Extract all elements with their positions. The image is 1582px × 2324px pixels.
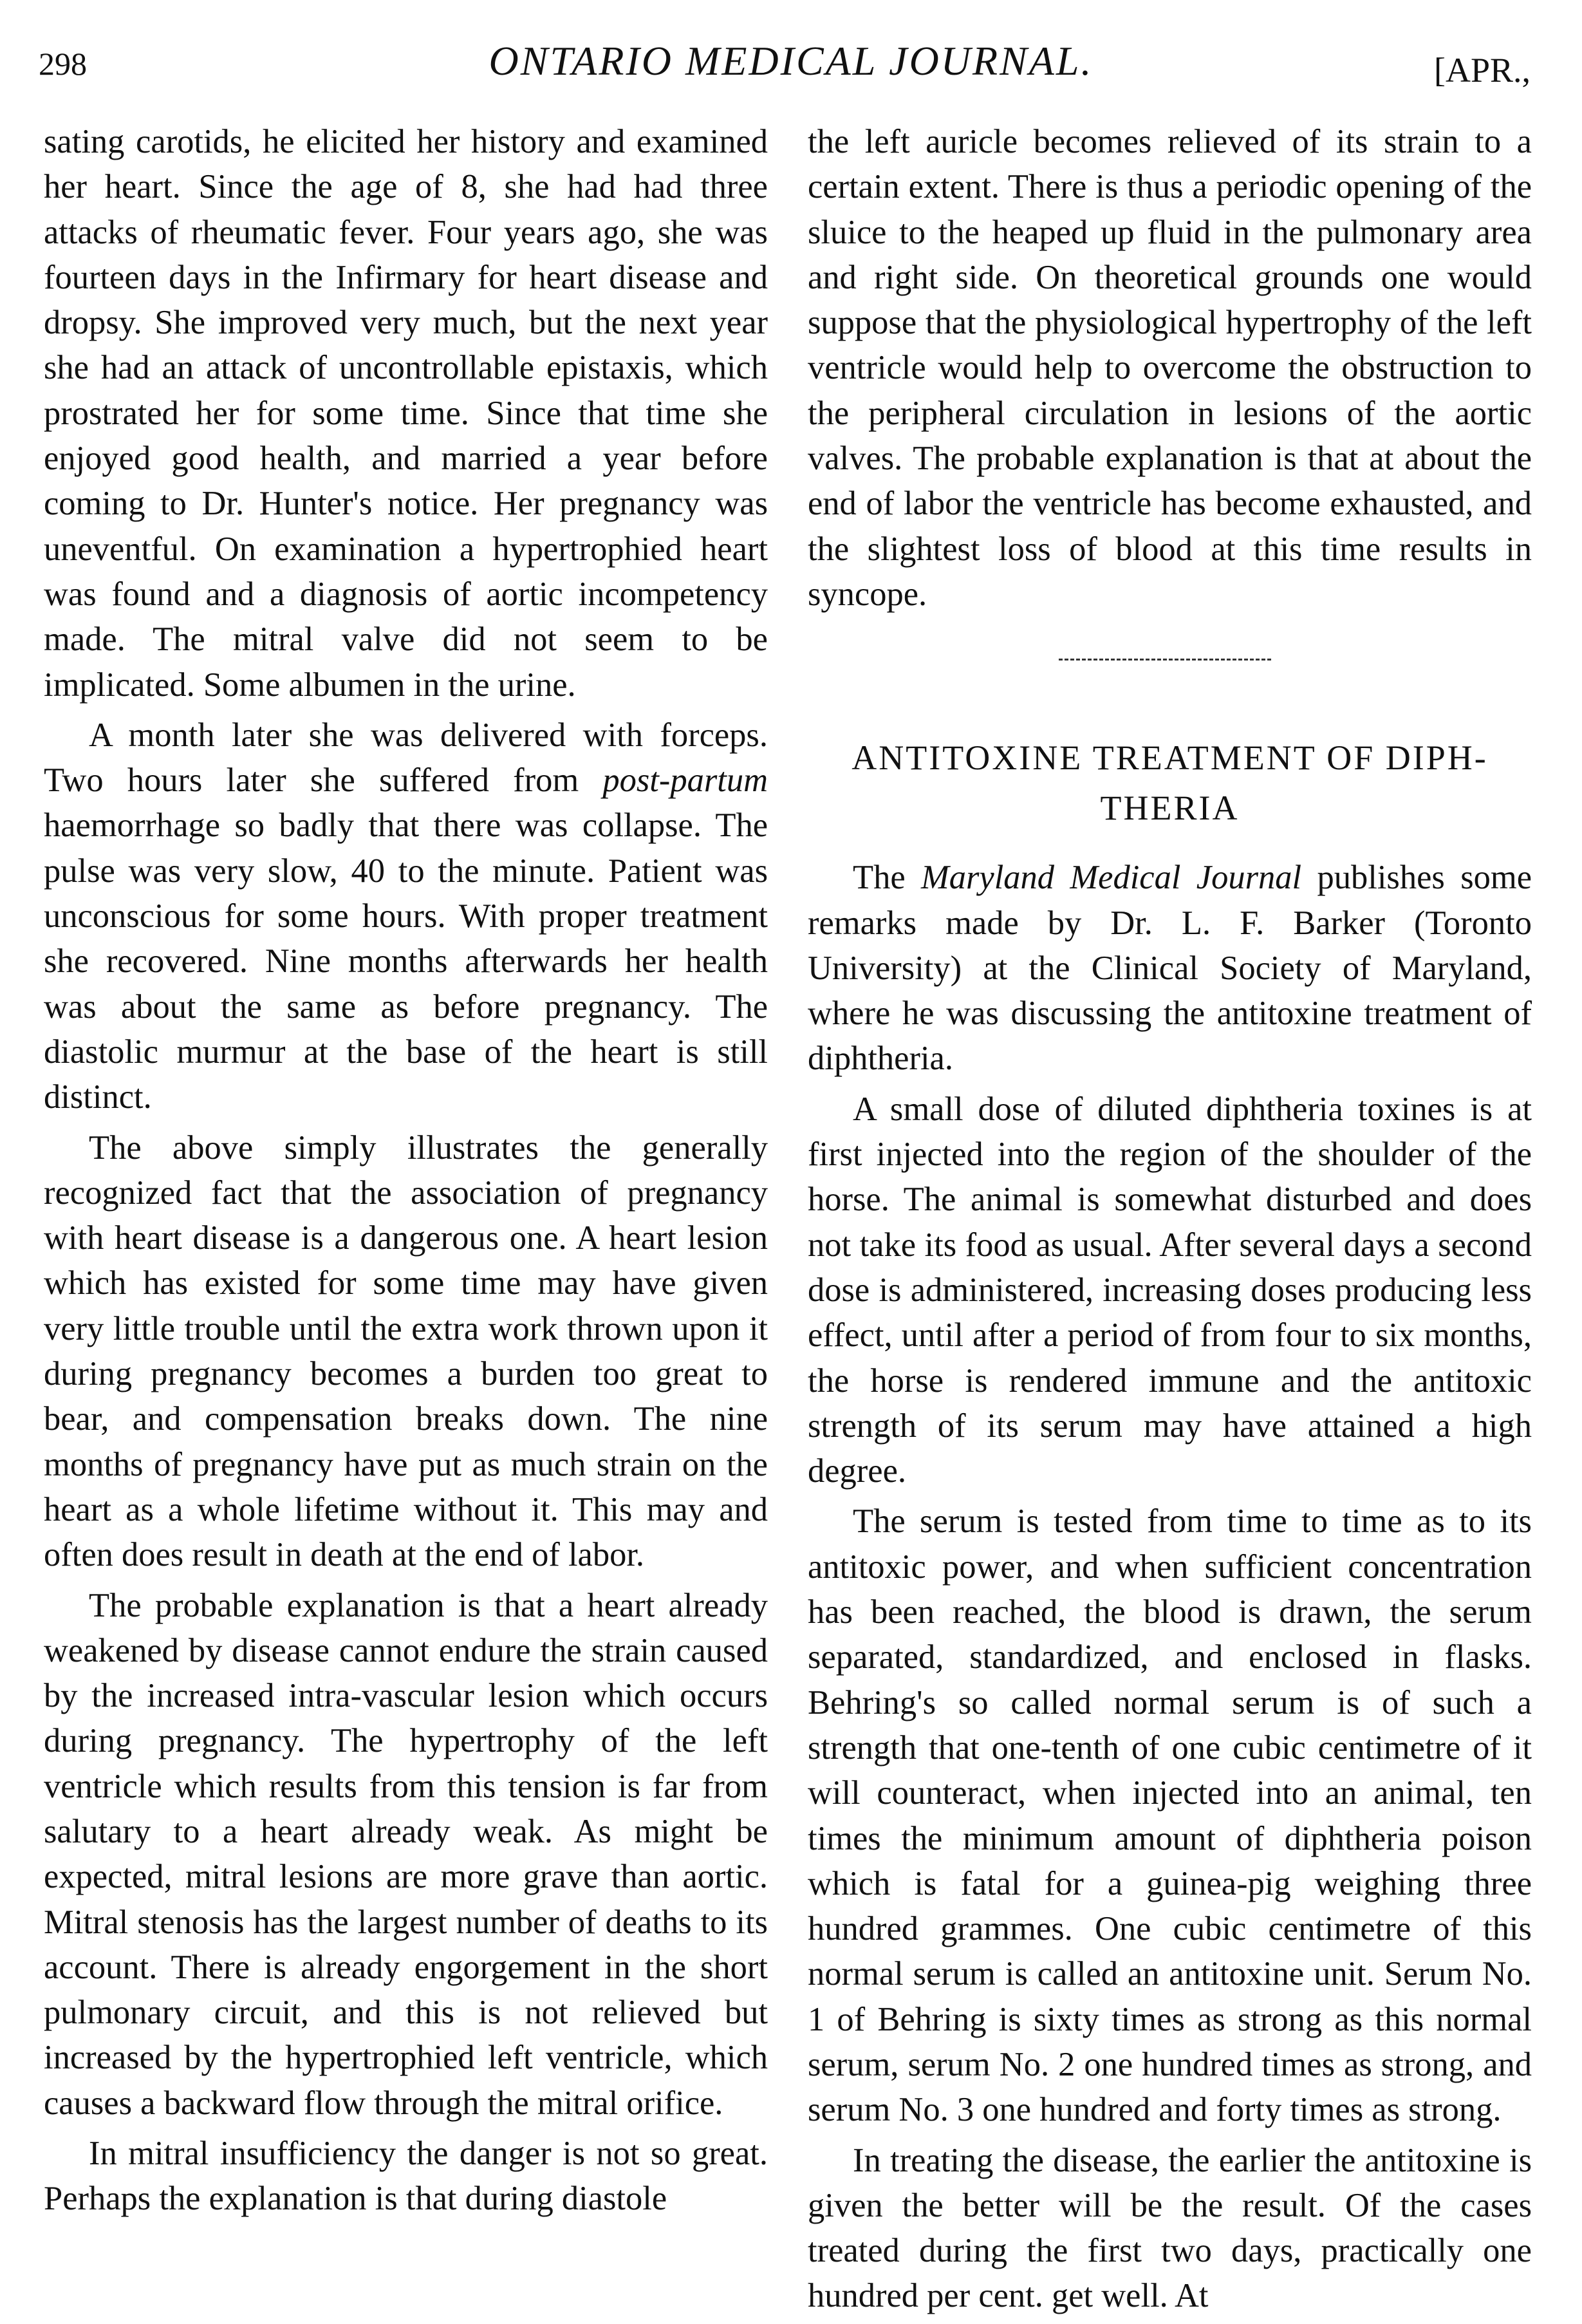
journal-title: ONTARIO MEDICAL JOURNAL.	[489, 38, 1093, 84]
paragraph-continuation: the left auricle becomes relieved of its strain to a certain extent. There is thus a periodic opening of the sluice to the heaped up fluid in the pulmonary area and right side. On theoretical grounds one would suppose that the physiological hypertrophy of the left ventricle would help to overcome the obstruction to the peripheral circulation in lesions of the aortic valves. The probable explanation is that at about the end of labor the ventricle has become exhausted, and the slightest loss of blood at this time results in syncope.	[808, 123, 1532, 613]
paragraph: The serum is tested from time to time as to its antitoxic power, and when sufficient concentration has been reached, the blood is drawn, the serum separated, standardized, and enclosed in flasks. Behring's so called normal serum is of such a strength that one-tenth of one cubic centimetre of it will counteract, when injected into an animal, ten times the minimum amount of diphtheria poison which is fatal for a guinea-pig weighing three hundred grammes. One cubic centimetre of this normal serum is called an antitoxine unit. Serum No. 1 of Behring is sixty times as strong as this normal serum, serum No. 2 one hundred times as strong, and serum No. 3 one hundred and forty times as strong.	[808, 1503, 1532, 2129]
paragraph: In treating the disease, the earlier the antitoxine is given the better will be the result. Of the cases treated during the first two days, practically one hundred per cent. get well. At	[808, 2141, 1532, 2315]
text-run: A month later she was delivered with forceps. Two hours later she suffered from	[44, 716, 768, 800]
italic-term: post-partum	[602, 762, 768, 800]
paragraph: A small dose of diluted diphtheria toxines is at first injected into the region of the shoulder of the horse. The animal is somewhat disturbed and does not take its food as usual. After several days a second dose is administered, increasing doses producing less effect, until after a period of from four to six months, the horse is rendered immune and the antitoxic strength of its serum may have attained a high degree.	[808, 1090, 1532, 1490]
issue-tag: [APR.,	[1433, 51, 1531, 89]
text-run: The	[853, 859, 921, 897]
left-column	[44, 119, 768, 2227]
heading-line: ANTITOXINE TREATMENT OF DIPH-	[851, 738, 1488, 778]
paragraph: The above simply illustrates the generally recognized fact that the association of pregnancy with heart disease is a dangerous one. A heart lesion which has existed for some time may have given very little trouble until the extra work thrown upon it during pregnancy becomes a burden too great to bear, and compensation breaks down. The nine months of pregnancy have put as much strain on the heart as a whole lifetime without it. This may and often does result in death at the end of labor.	[44, 1129, 768, 1574]
paragraph: sating carotids, he elicited her history and examined her heart. Since the age of 8, she had had three attacks of rheumatic fever. Four years ago, she was fourteen days in the Infirmary for heart disease and dropsy. She improved very much, but the next year she had an attack of uncontrollable epistaxis, which prostrated her for some time. Since that time she enjoyed good health, and married a year before coming to Dr. Hunter's notice. Her pregnancy was uneventful. On examination a hypertrophied heart was found and a diagnosis of aortic incompetency made. The mitral valve did not seem to be implicated. Some albumen in the urine.	[44, 123, 768, 704]
journal-citation: Maryland Medical Journal	[921, 859, 1302, 897]
right-column	[808, 119, 1532, 2324]
section-heading	[808, 733, 1532, 833]
text-run: publishes some remarks made by Dr. L. F. Barker (Toronto University) at the Clinical Society of Maryland, where he was discussing the antitoxine treatment of diphtheria.	[808, 859, 1532, 1078]
section-divider	[808, 636, 1532, 681]
paragraph	[44, 713, 768, 1120]
heading-line: THERIA	[1100, 789, 1240, 828]
paragraph: In mitral insufficiency the danger is not so great. Perhaps the explanation is that during diastole	[44, 2135, 768, 2218]
paragraph: The probable explanation is that a heart already weakened by disease cannot endure the strain caused by the increased intra-vascular lesion which occurs during pregnancy. The hypertrophy of the left ventricle which results from this tension is far from salutary to a heart already weak. As might be expected, mitral lesions are more grave than aortic. Mitral stenosis has the largest number of deaths to its account. There is already engorgement in the short pulmonary circuit, and this is not relieved but increased by the hypertrophied left ventricle, which causes a backward flow through the mitral orifice.	[44, 1586, 768, 2122]
page-number: 298	[39, 46, 87, 82]
paragraph	[808, 855, 1532, 1081]
text-run: haemorrhage so badly that there was collapse. The pulse was very slow, 40 to the minute. Patient was unconscious for some hours. With proper treatment she recovered. Nine months afterwards her health was about the same as before pregnancy. The diastolic murmur at the base of the heart is still distinct.	[44, 807, 768, 1116]
page-header	[0, 26, 1582, 97]
